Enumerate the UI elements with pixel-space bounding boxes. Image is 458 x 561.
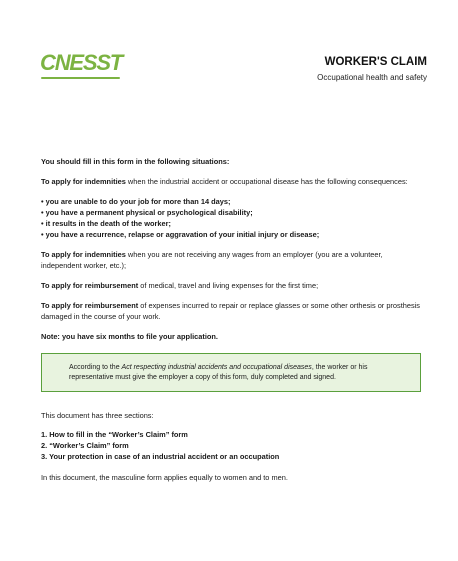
list-item: • you have a recurrence, relapse or aggravation of your initial injury or disease; [41,229,421,240]
indemnities-lead-1: To apply for indemnities [41,177,126,186]
reimbursement-lead-2: To apply for reimbursement [41,301,139,310]
indemnities-text-2: when you are not receiving any wages from an employer (you are a volunteer, independent worker, etc.); [41,250,383,270]
deadline-note: Note: you have six months to file your application. [41,332,218,341]
list-item: 2. “Worker’s Claim” form [41,441,129,450]
reimbursement-text-1: of medical, travel and living expenses for the first time; [138,281,319,290]
list-item: 1. How to fill in the “Worker’s Claim” form [41,430,188,439]
notice-box [41,353,421,392]
sections-list [41,429,421,462]
reimbursement-text-2: of expenses incurred to repair or replace glasses or some other orthesis or prosthesis damaged in the course of your work. [41,301,421,321]
list-item: • it results in the death of the worker; [41,218,421,229]
indemnities-text-1: when the industrial accident or occupational disease has the following consequences: [125,177,408,186]
list-item: • you have a permanent physical or psychological disability; [41,207,421,218]
intro-text: You should fill in this form in the following situations: [41,157,230,166]
reimbursement-paragraph-2 [41,300,421,322]
indemnities-lead-2: To apply for indemnities [41,250,126,259]
consequences-list [41,196,421,240]
indemnities-paragraph-2 [41,249,421,271]
notice-text-before: According to the [69,364,122,371]
list-item: • you are unable to do your job for more than 14 days; [41,196,421,207]
notice-act-title: Act respecting industrial accidents and occupational diseases [121,364,312,371]
page-title: WORKER'S CLAIM [324,56,427,68]
cnesst-logo: CNESST [40,50,123,75]
document-body [41,156,421,483]
notice-text-after: , the worker or his representative must give the employer a copy of this form, duly completed and signed. [69,364,368,381]
indemnities-paragraph-1 [41,176,421,187]
sections-intro: This document has three sections: [41,411,154,420]
reimbursement-paragraph-1 [41,280,421,291]
page-subtitle: Occupational health and safety [317,73,427,82]
reimbursement-lead-1: To apply for reimbursement [41,281,139,290]
list-item: 3. Your protection in case of an industrial accident or an occupation [41,452,280,461]
footer-note: In this document, the masculine form applies equally to women and to men. [41,473,288,482]
